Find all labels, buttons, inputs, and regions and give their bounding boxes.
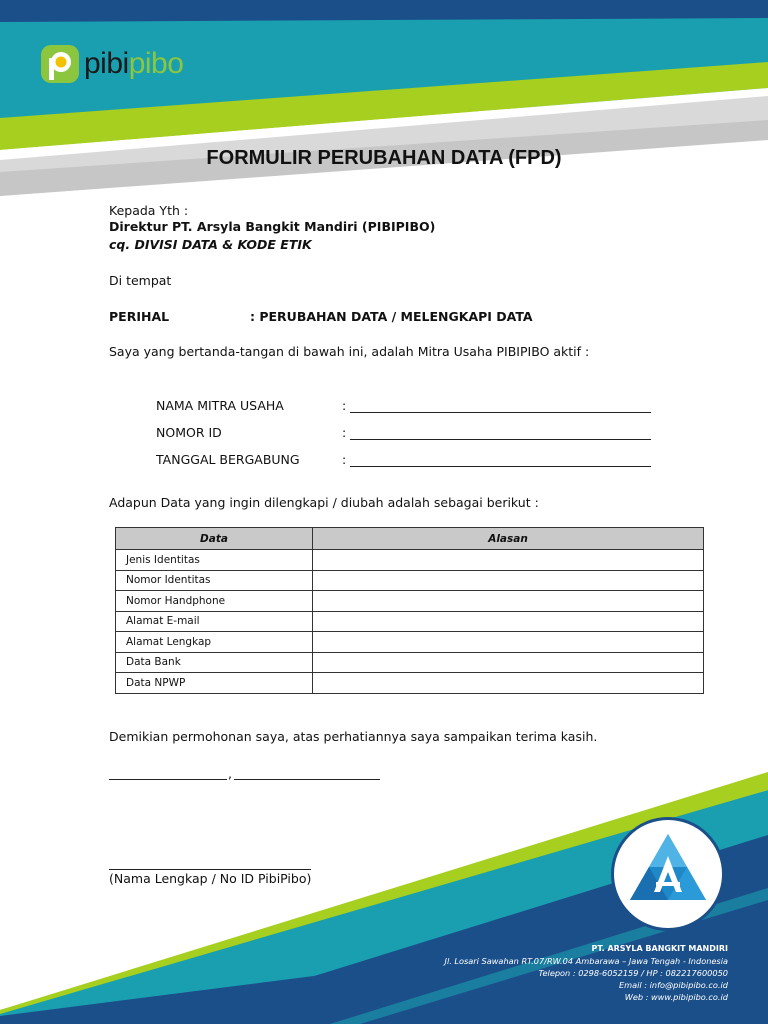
field-label-tanggal: TANGGAL BERGABUNG <box>156 452 300 467</box>
perihal-label: PERIHAL <box>109 309 170 324</box>
closing-text: Demikian permohonan saya, atas perhatiannya saya sampaikan terima kasih. <box>109 729 598 744</box>
table-row <box>116 652 704 673</box>
intro-text: Saya yang bertanda-tangan di bawah ini, adalah Mitra Usaha PIBIPIBO aktif : <box>109 344 590 359</box>
signature-line[interactable] <box>109 855 311 870</box>
nama-input-line[interactable] <box>350 396 651 413</box>
perihal-value: : PERUBAHAN DATA / MELENGKAPI DATA <box>250 309 533 324</box>
footer-address: Jl. Losari Sawahan RT.07/RW.04 Ambarawa – Jawa Tengah - Indonesia <box>444 956 728 966</box>
table-header-row <box>116 528 704 550</box>
table-row <box>116 673 704 694</box>
footer-company: PT. ARSYLA BANGKIT MANDIRI <box>591 944 728 953</box>
field-sep: : <box>342 452 347 467</box>
table-row <box>116 570 704 591</box>
row-label: Nomor Handphone <box>116 591 313 612</box>
header-alasan: Alasan <box>313 528 704 550</box>
company-emblem <box>611 817 725 931</box>
alasan-cell[interactable] <box>313 673 704 694</box>
field-label-id: NOMOR ID <box>156 425 222 440</box>
alasan-cell[interactable] <box>313 652 704 673</box>
row-label: Data Bank <box>116 652 313 673</box>
data-change-table <box>115 527 704 694</box>
triangle-a-icon <box>614 820 722 928</box>
cq-line: cq. DIVISI DATA & KODE ETIK <box>109 237 312 252</box>
row-label: Alamat E-mail <box>116 611 313 632</box>
footer-email[interactable]: Email : info@pibipibo.co.id <box>618 980 728 990</box>
row-label: Data NPWP <box>116 673 313 694</box>
company-logo <box>40 44 183 84</box>
field-sep: : <box>342 425 347 440</box>
alasan-cell[interactable] <box>313 632 704 653</box>
row-label: Jenis Identitas <box>116 550 313 571</box>
logo-wordmark: pibipibo <box>84 47 184 80</box>
tanggal-input-line[interactable] <box>350 450 651 467</box>
date-input-line[interactable] <box>234 765 380 780</box>
row-label: Nomor Identitas <box>116 570 313 591</box>
alasan-cell[interactable] <box>313 591 704 612</box>
place-input-line[interactable] <box>109 765 227 780</box>
alasan-cell[interactable] <box>313 611 704 632</box>
date-comma: , <box>228 766 232 781</box>
id-input-line[interactable] <box>350 423 651 440</box>
table-row <box>116 611 704 632</box>
field-label-nama: NAMA MITRA USAHA <box>156 398 284 413</box>
footer-contact <box>445 943 728 1003</box>
place: Di tempat <box>109 273 172 288</box>
table-intro: Adapun Data yang ingin dilengkapi / diubah adalah sebagai berikut : <box>109 495 539 510</box>
page-title: FORMULIR PERUBAHAN DATA (FPD) <box>206 147 562 169</box>
alasan-cell[interactable] <box>313 570 704 591</box>
greeting: Kepada Yth : <box>109 203 189 218</box>
footer-phone: Telepon : 0298-6052159 / HP : 082217600050 <box>538 968 728 978</box>
row-label: Alamat Lengkap <box>116 632 313 653</box>
table-row <box>116 550 704 571</box>
footer-web[interactable]: Web : www.pibipibo.co.id <box>624 992 728 1002</box>
header-data: Data <box>116 528 313 550</box>
logo-p-icon <box>40 44 80 84</box>
table-row <box>116 591 704 612</box>
field-sep: : <box>342 398 347 413</box>
recipient: Direktur PT. Arsyla Bangkit Mandiri (PIBIPIBO) <box>109 219 436 234</box>
table-row <box>116 632 704 653</box>
alasan-cell[interactable] <box>313 550 704 571</box>
signature-caption: (Nama Lengkap / No ID PibiPibo) <box>109 871 312 886</box>
